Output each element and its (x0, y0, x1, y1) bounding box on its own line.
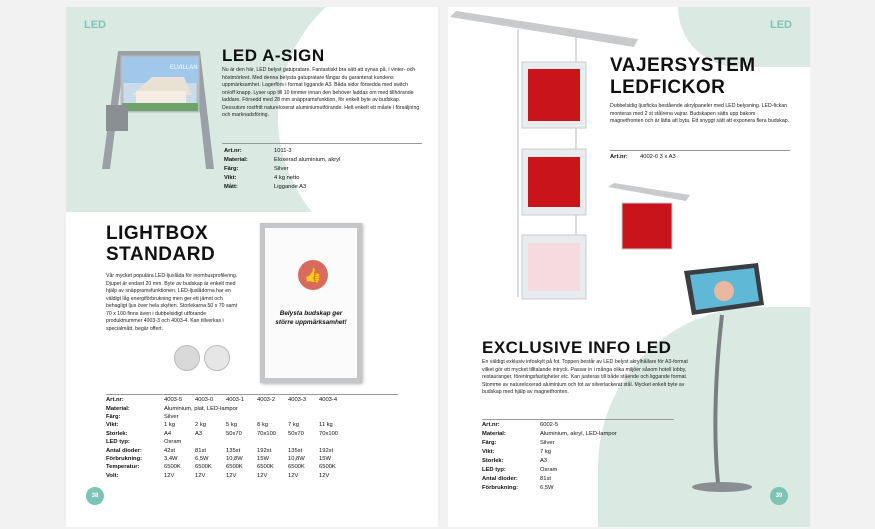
table-row-label: Storlek: (106, 430, 128, 437)
lightbox-title-line1: LIGHTBOX (106, 223, 209, 244)
table-row-label: Förbrukning: (106, 455, 143, 462)
page-number: 38 (86, 487, 104, 505)
table-row (106, 404, 350, 412)
table-cell: Aluminium, plat, LED-lampor (164, 405, 238, 412)
table-cell: 192st (319, 447, 334, 454)
divider (610, 150, 790, 151)
table-row-label: Temperatur: (106, 464, 140, 471)
table-row (106, 396, 350, 404)
table-cell: 6500K (257, 464, 274, 471)
spec-row: Vikt: 4 kg netto (224, 174, 300, 181)
poster-text: Belysta budskap ger större uppmärksamhet! (275, 310, 347, 326)
lightbox-spec-table (106, 396, 350, 480)
table-cell: 10,8W (288, 455, 305, 462)
table-cell: 6500K (195, 464, 212, 471)
spec-row: LED typ: Osram (482, 466, 558, 473)
divider (482, 419, 674, 420)
table-cell: 81st (195, 447, 206, 454)
table-cell: 6,5W (195, 455, 209, 462)
svg-text:ELVILLAN: ELVILLAN (170, 65, 198, 71)
table-cell: Silver (164, 413, 179, 420)
table-cell: 4003-0 (195, 397, 214, 404)
table-row (106, 421, 350, 429)
spec-row: Storlek: A3 (482, 457, 548, 464)
spec-row: Art.nr: 1011-3 (224, 148, 292, 154)
right-page (448, 7, 810, 527)
exclusive-specs (482, 421, 617, 493)
table-cell: 12V (257, 472, 268, 479)
table-cell: 135st (288, 447, 303, 454)
table-cell: 50x70 (226, 430, 242, 437)
lightbox-description: Vår mycket populära LED-ljuslåda för inomhusprofilering. Djupet är endast 20 mm. Byte av budskap är enkelt med hjälp av snäppramsfunktionen. LED-ljuslådorna har en väldigt låg energiförbrukning men ger ett jämnt och behagligt ljus över hela skylten. Storlekarna 50 x 70 samt 70 x 100 finns även i dubbelsidigt utförande produktnummer 4003-3 och 4003-4. Kan tillverkas i specialmått, begär offert. (106, 273, 238, 332)
table-cell: 2 kg (195, 422, 206, 429)
table-cell: 4003-4 (319, 397, 338, 404)
table-cell: 5 kg (226, 422, 237, 429)
table-cell: 135st (226, 447, 241, 454)
table-cell: 4003-5 (164, 397, 183, 404)
section-tag: LED (84, 19, 106, 31)
exclusive-description: En väldigt exklusiv infoskylt på fot. Toppen består av LED belyst akrylhållare för A3-format vilket gör ett mycket tilltalande intryck. Passar in i många olika miljöer såsom hotell lobby, restauranger, föreningsfastigheter etc. Kan justeras till både stående och liggande format. Stomme av natureloxerad aluminium och fot av silverlackerat stål. Mycket enkelt byte av budskap med hjälp av magnetfronten. (482, 359, 688, 396)
table-cell: 15W (319, 455, 331, 462)
table-cell: 6500K (288, 464, 305, 471)
table-cell: 6500K (319, 464, 336, 471)
table-cell: 70x100 (257, 430, 277, 437)
table-cell: 192st (257, 447, 272, 454)
table-row-label: Färg: (106, 413, 121, 420)
table-row-label: Vikt: (106, 422, 119, 429)
asign-description: Nu är den här, LED belyst gatupratare. Fantastiskt bra sätt att synas på, i vinter- och höstmörkret. Med denna belysta gatupratare fångar du garanterat kundens uppmärksamhet. Lagerförs i format liggande A3. Båda sidor försedda med switch on/off knapp. Lyser upp till 10 timmer innan den behöver laddas om med tillhörande laddare. Försedd med 28 mm snäppramsfunktion, för enkelt byte av budskap. Dessutom rostfritt natureloxerat aluminiumutförande. Helt enkelt ett måste i försäljning och marknadsföring. (222, 67, 420, 119)
table-cell: 42st (164, 447, 175, 454)
spec-row: Färg: Silver (482, 439, 555, 446)
table-row (106, 455, 350, 463)
page-number: 39 (770, 487, 788, 505)
divider (222, 143, 422, 144)
table-row-label: Art.nr: (106, 397, 124, 404)
table-cell: 10,8W (226, 455, 243, 462)
table-row-label: Volt: (106, 472, 119, 479)
table-cell: A4 (164, 430, 172, 437)
vajer-title-line1: VAJERSYSTEM (610, 55, 756, 76)
table-row-label: Material: (106, 405, 130, 412)
spec-row: Art.nr: 6002-5 (482, 422, 559, 428)
lightbox-title-line2: STANDARD (106, 244, 216, 265)
table-cell: 4003-3 (288, 397, 307, 404)
asign-title: LED A-SIGN (222, 46, 325, 65)
spec-row: Färg: Silver (224, 165, 289, 172)
asign-specs (224, 147, 340, 192)
table-cell: 70x100 (319, 430, 339, 437)
frame-detail-image (174, 345, 200, 371)
table-row (106, 472, 350, 480)
table-cell: 7 kg (288, 422, 299, 429)
table-cell: Osram (164, 439, 182, 446)
section-tag: LED (770, 19, 792, 31)
spec-row: Vikt: 7 kg (482, 448, 551, 455)
frame-corner-image (204, 345, 230, 371)
table-cell: 6500K (226, 464, 243, 471)
spec-row: Antal dioder: 81st (482, 475, 551, 482)
a-sign-image (96, 47, 216, 172)
table-row (106, 438, 350, 446)
table-cell: 6500K (164, 464, 181, 471)
table-cell: 12V (226, 472, 237, 479)
table-row (106, 413, 350, 421)
thumbs-up-icon: 👍 (298, 260, 328, 290)
table-row (106, 430, 350, 438)
table-cell: 8 kg (257, 422, 268, 429)
table-row (106, 463, 350, 471)
vajer-title-line2: LEDFICKOR (610, 77, 726, 98)
spec-row: Material: Aluminium, akryl, LED-lampor (482, 430, 617, 437)
table-cell: 4003-2 (257, 397, 276, 404)
spec-row: Material: Eloxerad aluminium, akryl (224, 156, 341, 163)
left-page (66, 7, 438, 527)
table-cell: 50x70 (288, 430, 304, 437)
table-row (106, 446, 350, 454)
table-cell: 11 kg (319, 422, 333, 429)
table-cell: 12V (195, 472, 206, 479)
table-cell: 3,4W (164, 455, 178, 462)
table-row-label: Antal dioder: (106, 447, 142, 454)
table-cell: 12V (164, 472, 175, 479)
table-cell: 12V (319, 472, 330, 479)
vajer-description: Dubbelsidig ljusficka bestående akrylpaneler med LED belysning. LED-fickan monteras med 2 st stålrena vajrar. Budskapen sätts upp bakom magnetfronten och är lätta att byta. Ett snyggt sätt att exponera flera budskap. (610, 103, 790, 125)
spec-row: Mått: Liggande A3 (224, 183, 307, 190)
table-cell: 15W (257, 455, 269, 462)
vajer-specs (610, 153, 676, 162)
table-cell: 12V (288, 472, 299, 479)
divider (106, 394, 398, 395)
table-cell: 1 kg (164, 422, 175, 429)
table-cell: A3 (195, 430, 203, 437)
exclusive-title: EXCLUSIVE INFO LED (482, 338, 672, 357)
spec-row: Art.nr: 4002-0 3 x A3 (610, 154, 676, 160)
spec-row: Förbrukning: 6,5W (482, 484, 554, 491)
table-row-label: LED typ: (106, 439, 130, 446)
table-cell: 4003-1 (226, 397, 245, 404)
lightbox-image (260, 223, 362, 383)
